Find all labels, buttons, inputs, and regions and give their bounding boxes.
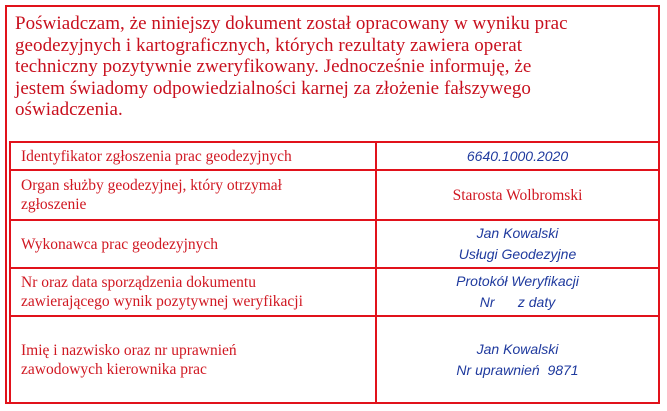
row-label: Nr oraz data sporządzenia dokumentu zawierającego wynik pozytywnej weryfikacji <box>10 268 376 316</box>
row-label: Identyfikator zgłoszenia prac geodezyjnych <box>10 142 376 170</box>
document-value: Protokół Weryfikacji Nr z daty <box>376 268 659 316</box>
statement-line: jestem świadomy odpowiedzialności karnej za złożenie fałszywego <box>15 77 531 99</box>
authority-value: Starosta Wolbromski <box>376 170 659 220</box>
row-label: Organ służby geodezyjnej, który otrzymał zgłoszenie <box>10 170 376 220</box>
table-row-manager <box>10 316 659 403</box>
row-label: Imię i nazwisko oraz nr uprawnień zawodowych kierownika prac <box>10 316 376 403</box>
table-row-document <box>10 268 659 316</box>
statement-line: techniczny pozytywnie zweryfikowany. Jednocześnie informuję, że <box>15 56 532 77</box>
statement-line: oświadczenia. <box>15 99 123 120</box>
details-table <box>9 141 660 404</box>
table-row-authority <box>10 170 659 220</box>
statement-line: geodezyjnych i kartograficznych, których rezultaty zawiera operat <box>15 34 523 56</box>
contractor-value: Jan Kowalski Usługi Geodezyjne <box>376 220 659 268</box>
declaration-statement <box>15 13 655 121</box>
row-label: Wykonawca prac geodezyjnych <box>10 220 376 268</box>
statement-line: Poświadczam, że niniejszy dokument został opracowany w wyniku prac <box>15 13 568 34</box>
manager-value: Jan Kowalski Nr uprawnień 9871 <box>376 316 659 403</box>
declaration-frame <box>5 5 660 404</box>
table-row-contractor <box>10 220 659 268</box>
submission-id-value: 6640.1000.2020 <box>376 142 659 170</box>
table-row-submission-id <box>10 142 659 170</box>
